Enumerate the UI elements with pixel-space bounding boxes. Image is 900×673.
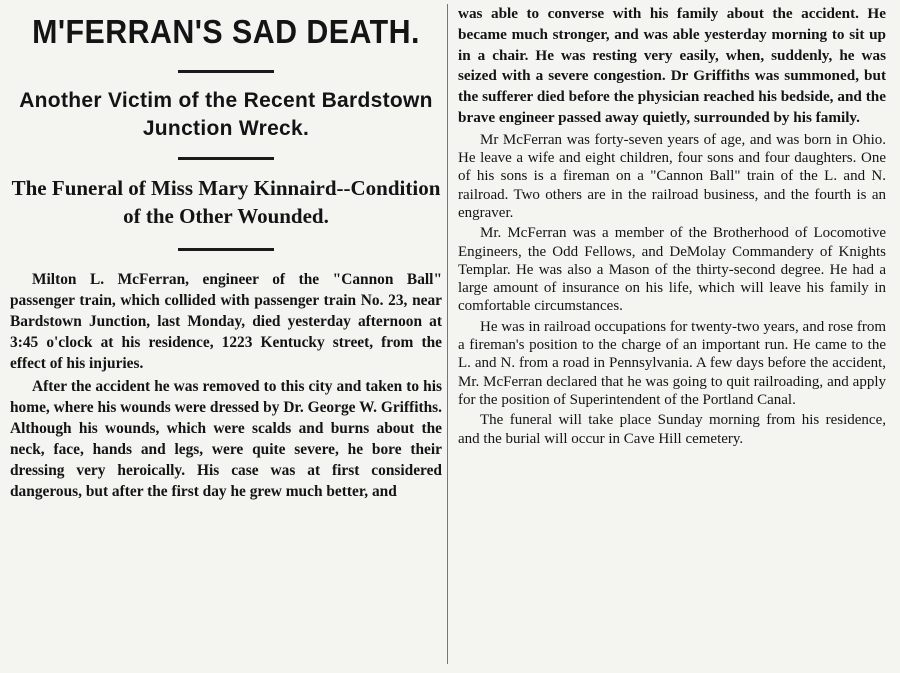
- left-column: [10, 0, 442, 502]
- paragraph-continued: was able to converse with his family about the accident. He became much stronger, and was able yesterday morning to sit up in a chair. He was resting very easily, when, suddenly, he was seized with a severe congestion. Dr Griffiths was summoned, but the sufferer died before the physician reached his bedside, and the brave engineer passed away quietly, surrounded by his family.: [458, 5, 886, 126]
- paragraph: Mr. McFerran was a member of the Brotherhood of Locomotive Engineers, the Odd Fellows, and DeMolay Commandery of Knights Templar. He was also a Mason of the thirty-second degree. He had a large amount of insurance on his life, which will leave his family in comfortable circumstances.: [458, 225, 886, 315]
- paragraph: Milton L. McFerran, engineer of the "Cannon Ball" passenger train, which collided with passenger train No. 23, near Bardstown Junction, last Monday, died yesterday afternoon at 3:45 o'clock at his residence, 1223 Kentucky street, from the effect of his injuries.: [10, 271, 442, 372]
- column-divider: [447, 4, 448, 664]
- rule-divider: [178, 70, 274, 73]
- paragraph: He was in railroad occupations for twenty-two years, and rose from a fireman's position to the charge of an important run. He came to the L. and N. from a road in Pennsylvania. A few days before the accident, Mr. McFerran declared that he was going to quit railroading, and apply for the position of Superintendent of the Portland Canal.: [458, 318, 886, 408]
- right-column: [458, 0, 886, 448]
- paragraph: The funeral will take place Sunday morning from his residence, and the burial will occur in Cave Hill cemetery.: [458, 412, 886, 447]
- rule-divider: [178, 248, 274, 251]
- subhead-victim: Another Victim of the Recent Bardstown Junction Wreck.: [19, 89, 433, 140]
- paragraph: After the accident he was removed to this city and taken to his home, where his wounds were dressed by Dr. George W. Griffiths. Although his wounds, which were scalds and burns about the neck, face, hands and legs, were quite severe, he bore their dressing very heroically. His case was at first considered dangerous, but after the first day he grew much better, and: [10, 378, 442, 500]
- subhead-funeral: The Funeral of Miss Mary Kinnaird--Condition of the Other Wounded.: [11, 176, 441, 228]
- rule-divider: [178, 157, 274, 160]
- paragraph: Mr McFerran was forty-seven years of age, and was born in Ohio. He leave a wife and eight children, four sons and four daughters. One of his sons is a fireman on a "Cannon Ball" train of the L. and N. railroad. Two others are in the railroad business, and the fourth is an engraver.: [458, 131, 886, 221]
- headline: M'FERRAN'S SAD DEATH.: [32, 13, 420, 50]
